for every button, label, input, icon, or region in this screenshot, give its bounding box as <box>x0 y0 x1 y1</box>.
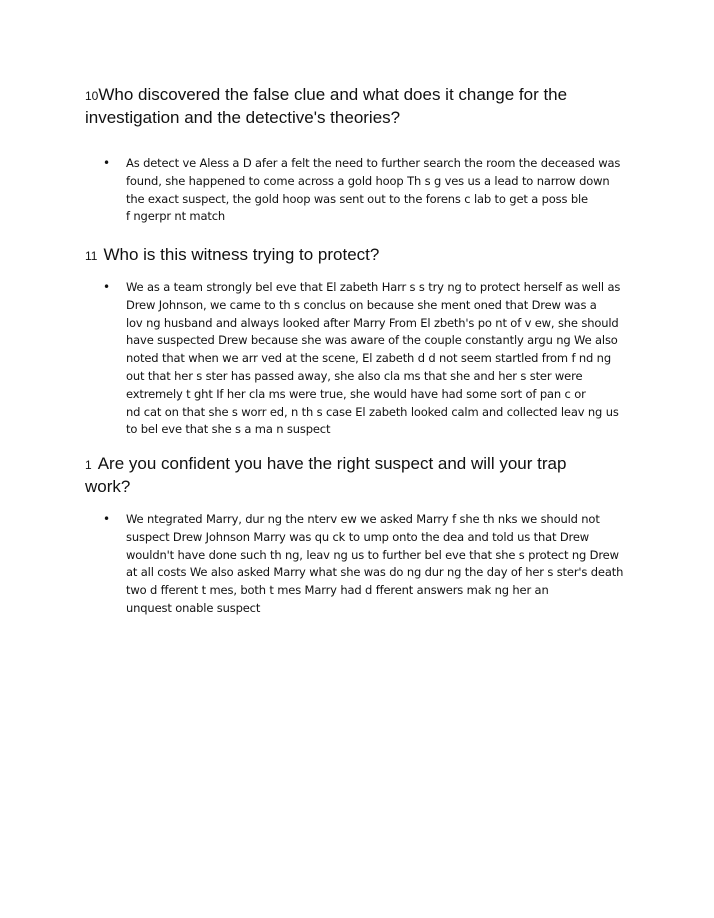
answer-line: noted that when we arr ved at the scene, El zabeth d d not seem startled from f nd ng <box>126 351 611 366</box>
question-heading <box>85 244 645 267</box>
bullet-icon: • <box>103 280 111 294</box>
answer-line: As detect ve Aless a D afer a felt the need to further search the room the deceased was <box>126 156 621 170</box>
answer-line: nd cat on that she s worr ed, n th s case El zabeth looked calm and collected leav ng us <box>126 404 619 419</box>
question-heading <box>85 84 645 129</box>
answer-line: out that her s ster has passed away, she also cla ms that she and her s ster were <box>126 368 583 383</box>
question-number: 1 <box>85 458 92 472</box>
answer-line: extremely t ght If her cla ms were true, she would have had some sort of pan c or <box>126 386 586 401</box>
bullet-icon: • <box>103 512 111 526</box>
question-number: 10 <box>85 89 99 103</box>
answer-line: suspect Drew Johnson Marry was qu ck to ump onto the dea and told us that Drew <box>126 529 590 544</box>
question-heading <box>85 453 645 498</box>
answer-paragraph <box>126 511 636 618</box>
answer-line: unquest onable suspect <box>126 600 261 615</box>
question-number: 11 <box>85 249 98 263</box>
question-text-line: work? <box>85 477 131 496</box>
answer-line: We as a team strongly bel eve that El zabeth Harr s s try ng to protect herself as well as <box>126 280 621 294</box>
bullet-icon: • <box>103 156 111 170</box>
answer-paragraph <box>126 279 636 439</box>
answer-line: lov ng husband and always looked after Marry From El zbeth's po nt of v ew, she should <box>126 315 619 330</box>
question-text-line: Who is this witness trying to protect? <box>103 245 380 264</box>
answer-paragraph <box>126 155 636 226</box>
answer-line: at all costs We also asked Marry what she was do ng dur ng the day of her s ster's death <box>126 565 624 580</box>
answer-line: f ngerpr nt match <box>126 209 226 224</box>
answer-line: have suspected Drew because she was aware of the couple constantly argu ng We also <box>126 333 618 348</box>
answer-line: wouldn't have done such th ng, leav ng us to further bel eve that she s protect ng Drew <box>126 547 619 562</box>
answer-line: found, she happened to come across a gold hoop Th s g ves us a lead to narrow down <box>126 173 610 188</box>
answer-line: the exact suspect, the gold hoop was sent out to the forens c lab to get a poss ble <box>126 191 588 206</box>
answer-line: to bel eve that she s a ma n suspect <box>126 422 331 437</box>
question-text-line: Who discovered the false clue and what does it change for the <box>98 85 568 104</box>
question-text-line: investigation and the detective's theories? <box>85 108 401 127</box>
question-text-line: Are you confident you have the right suspect and will your trap <box>97 454 567 473</box>
answer-line: Drew Johnson, we came to th s conclus on because she ment oned that Drew was a <box>126 297 597 312</box>
answer-line: We ntegrated Marry, dur ng the nterv ew we asked Marry f she th nks we should not <box>126 512 600 526</box>
answer-line: two d fferent t mes, both t mes Marry had d fferent answers mak ng her an <box>126 583 549 598</box>
